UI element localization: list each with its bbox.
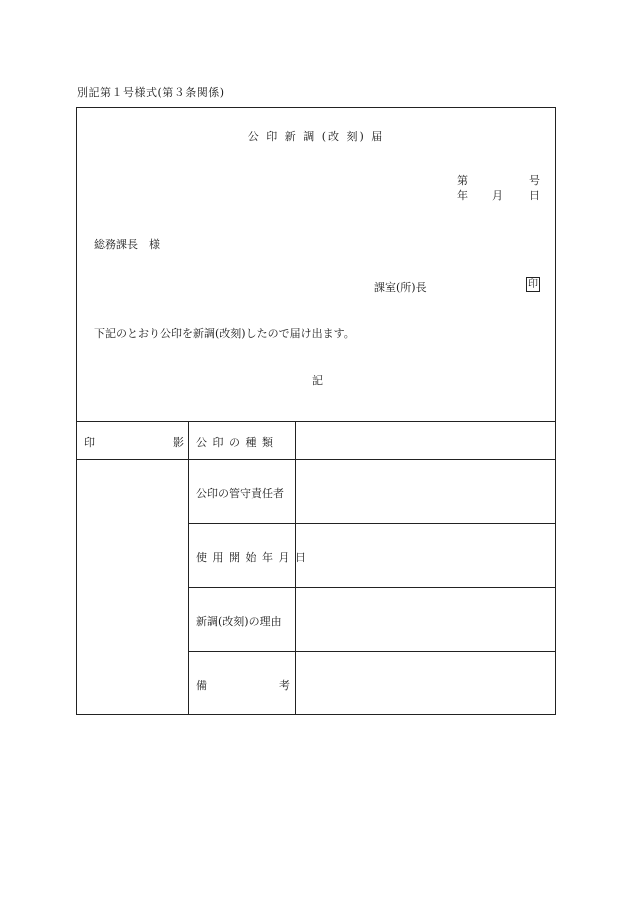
table-row-rule-3 (188, 587, 555, 588)
sender-title: 課室(所)長 (374, 281, 427, 294)
row-reason: 新調(改刻)の理由 (196, 615, 282, 628)
seal-mark-label: 印 (528, 279, 538, 290)
table-vrule-2 (295, 421, 296, 714)
number-go: 号 (529, 174, 540, 187)
body-text: 下記のとおり公印を新調(改刻)したので届け出ます。 (94, 327, 355, 340)
seal-mark-icon (526, 277, 540, 292)
row-biko-left: 備 (196, 679, 207, 692)
addressee: 総務課長 様 (94, 238, 160, 251)
date-month: 月 (492, 189, 503, 202)
table-row-rule-1 (77, 459, 555, 460)
date-day: 日 (529, 189, 540, 202)
inei-label-right: 影 (173, 436, 184, 449)
table-vrule-1 (188, 421, 189, 714)
row-custodian: 公印の管守責任者 (196, 487, 284, 500)
form-header: 別記第１号様式(第３条関係) (77, 86, 225, 99)
row-biko-right: 考 (279, 679, 290, 692)
table-row-rule-2 (188, 523, 555, 524)
notification-form (76, 107, 556, 715)
number-dai: 第 (457, 174, 468, 187)
table-row-rule-4 (188, 651, 555, 652)
inei-label-left: 印 (84, 436, 95, 449)
form-title: 公 印 新 調 (改 刻) 届 (247, 130, 385, 143)
ki-label: 記 (312, 374, 323, 387)
row-start-date: 使 用 開 始 年 月 日 (196, 551, 307, 564)
table-top-rule (77, 421, 555, 422)
date-year: 年 (457, 189, 468, 202)
row-seal-type: 公 印 の 種 類 (196, 436, 274, 449)
